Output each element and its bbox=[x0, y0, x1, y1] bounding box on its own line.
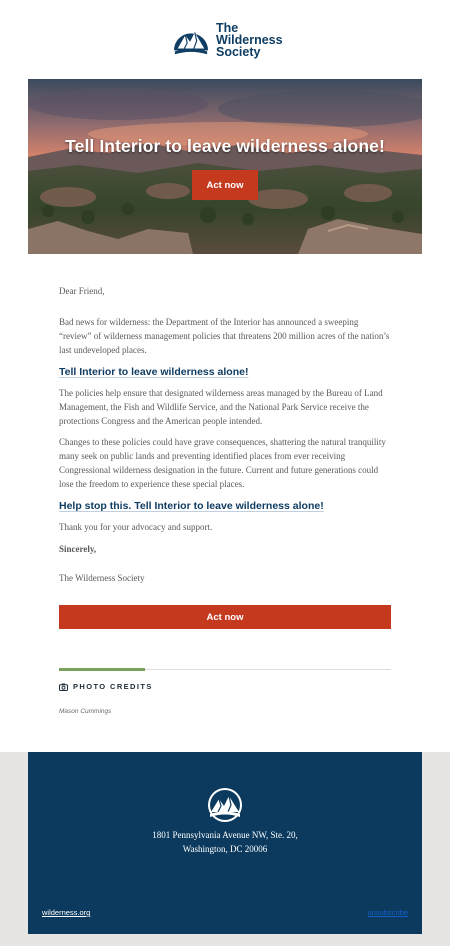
brand-logo[interactable] bbox=[172, 20, 292, 60]
photographer-name: Mason Cummings bbox=[59, 708, 112, 715]
headline-link-2[interactable]: Help stop this. Tell Interior to leave wilderness alone! bbox=[59, 500, 324, 512]
thanks-text: Thank you for your advocacy and support. bbox=[59, 522, 213, 532]
headline-link-1[interactable]: Tell Interior to leave wilderness alone! bbox=[59, 366, 249, 378]
mountain-logo-icon bbox=[172, 22, 210, 58]
paragraph-intro: Bad news for wilderness: the Department of the Interior has announced a sweeping “review” of wilderness management policies that threatens 200 million acres of the nation’s last undeveloped places. bbox=[59, 317, 390, 355]
photo-credits-heading bbox=[59, 682, 153, 691]
website-link[interactable]: wilderness.org bbox=[42, 908, 91, 917]
paragraph-consequences: Changes to these policies could have grave consequences, shattering the natural tranquility many seek on public lands and preventing identified places from ever receiving Congressional wilderness designation in the future. Current and future generations could lose the freedom to experience these special places. bbox=[59, 437, 386, 489]
footer-mountain-logo-icon bbox=[204, 786, 246, 824]
greeting: Dear Friend, bbox=[59, 286, 105, 296]
divider-accent bbox=[59, 668, 145, 671]
camera-icon bbox=[59, 683, 68, 691]
unsubscribe-link[interactable]: unsubscribe bbox=[367, 908, 408, 917]
footer-address bbox=[28, 828, 422, 856]
hero-title: Tell Interior to leave wilderness alone! bbox=[65, 136, 385, 156]
address-line-2: Washington, DC 20006 bbox=[182, 844, 268, 854]
photo-credits-label: PHOTO CREDITS bbox=[73, 682, 153, 691]
paragraph-policies: The policies help ensure that designated wilderness areas managed by the Bureau of Land Management, the Fish and Wildlife Service, and the National Park Service receive the protections Congress and the American people intended. bbox=[59, 388, 383, 426]
act-now-button[interactable]: Act now bbox=[59, 605, 391, 629]
signature: The Wilderness Society bbox=[59, 573, 145, 583]
address-line-1: 1801 Pennsylvania Avenue NW, Ste. 20, bbox=[152, 830, 298, 840]
signoff: Sincerely, bbox=[59, 544, 97, 554]
hero-act-now-button[interactable]: Act now bbox=[192, 170, 258, 200]
brand-name: The Wilderness Society bbox=[216, 21, 283, 59]
hero-image bbox=[28, 79, 422, 254]
footer bbox=[28, 752, 422, 934]
